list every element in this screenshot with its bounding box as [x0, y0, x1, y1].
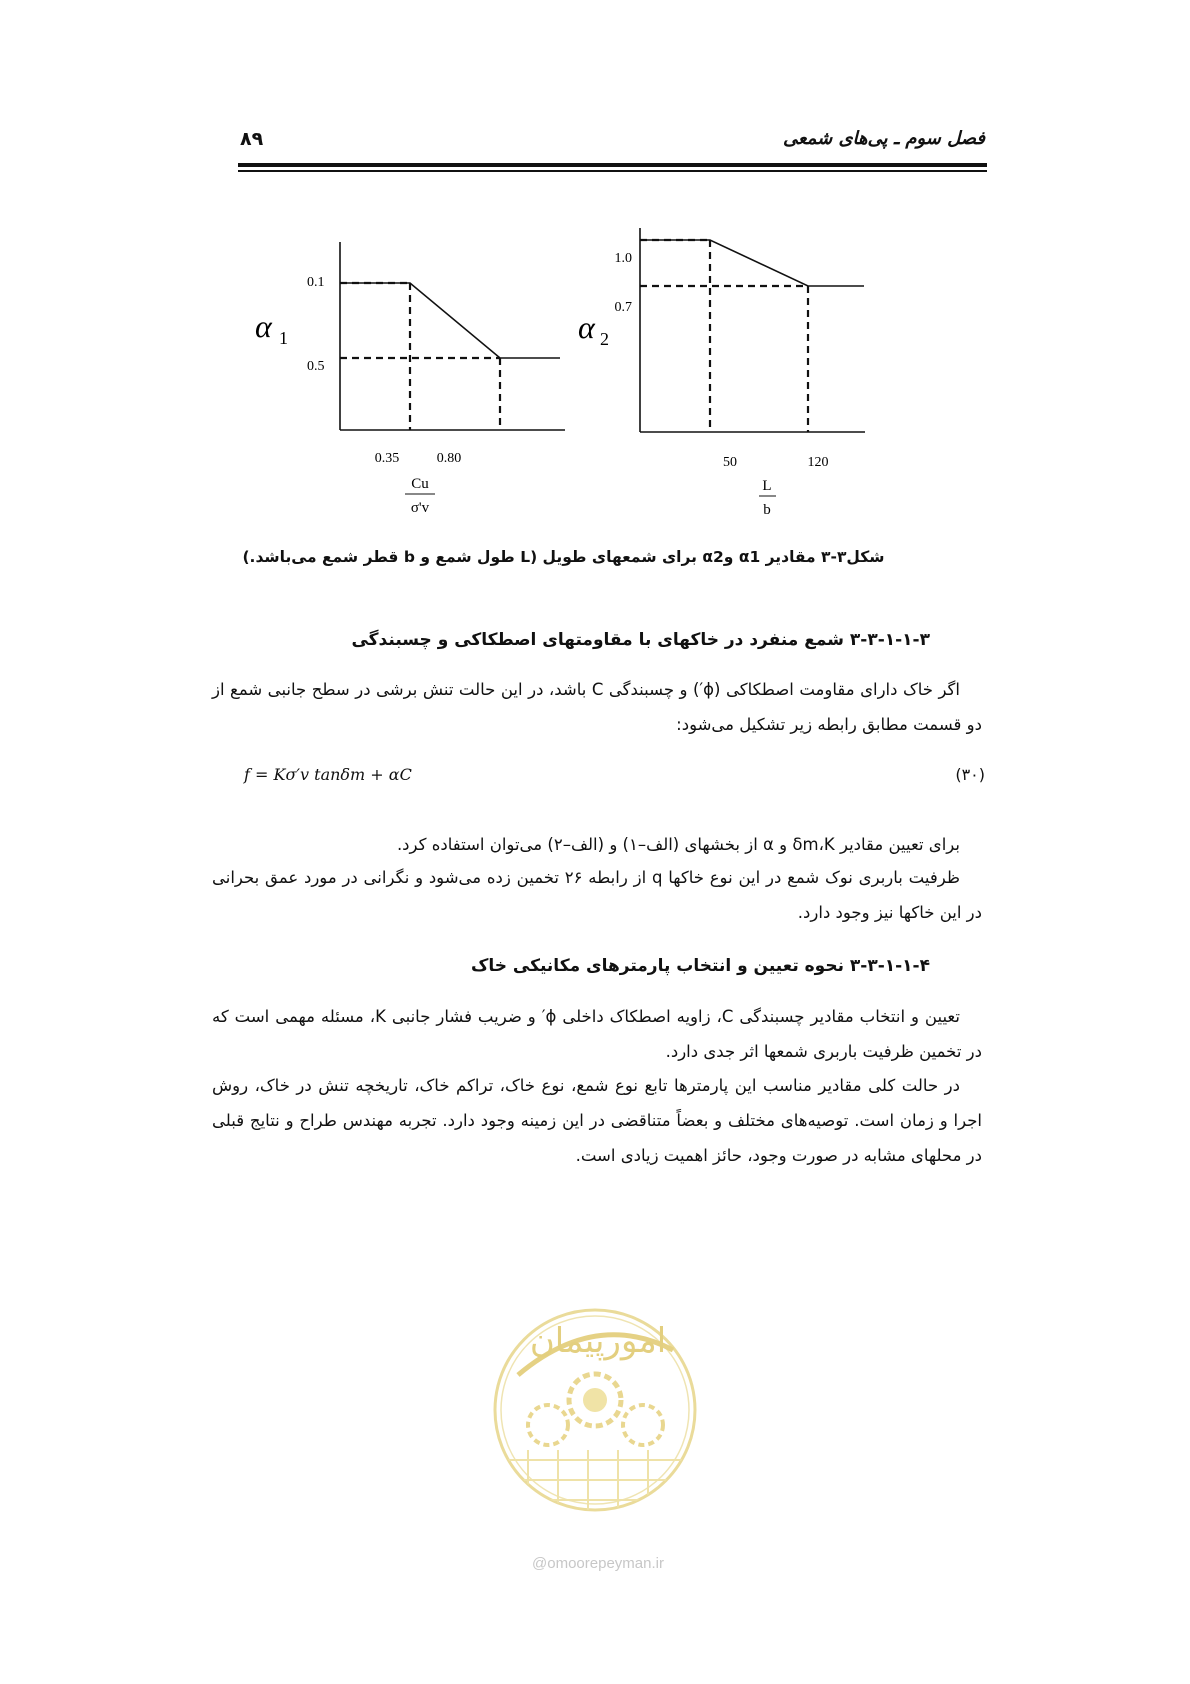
paragraph-parameter-sources: برای تعیین مقادیر δm،K و α از بخشهای (الف–۱) و (الف–۲) می‌توان استفاده کرد. [396, 835, 960, 854]
alpha1-xtick-0.80: 0.80 [436, 451, 462, 466]
alpha1-xlabel-denominator: σ'v [410, 500, 430, 516]
watermark-logo [488, 1290, 703, 1570]
paragraph-tip-capacity: ظرفیت باربری نوک شمع در این نوع خاکها q از رابطه ۲۶ تخمین زده می‌شود و نگرانی در مورد عمق بحرانی در این خاکها نیز وجود دارد. [212, 868, 982, 922]
alpha2-xlabel-numerator: L [762, 478, 772, 494]
alpha1-xtick-0.35: 0.35 [374, 451, 400, 466]
alpha1-subscript: 1 [279, 328, 288, 348]
paragraph-parameter-selection: تعیین و انتخاب مقادیر چسبندگی C، زاویه اصطکاک داخلی ϕ′ و ضریب فشار جانبی K، مسئله مهمی است که در تخمین ظرفیت باربری شمعها اثر جدی دارد. [212, 1007, 982, 1061]
alpha1-ytick-0.5: 0.5 [307, 359, 325, 374]
alpha1-xlabel-numerator: Cu [411, 476, 429, 492]
alpha1-symbol: α [255, 308, 272, 344]
alpha1-chart [255, 222, 585, 536]
alpha2-subscript: 2 [600, 329, 609, 349]
alpha2-ytick-1.0: 1.0 [614, 251, 632, 266]
alpha2-xlabel-denominator: b [763, 502, 771, 518]
figure-caption: شکل۳-۳ مقادیر α1 وα2 برای شمعهای طویل (L طول شمع و b قطر شمع می‌باشد.) [242, 548, 885, 566]
alpha1-chart-svg [255, 222, 585, 532]
alpha2-symbol: α [578, 309, 595, 345]
header-rule-thick [238, 163, 987, 167]
alpha2-chart [578, 218, 1000, 532]
alpha2-xtick-50: 50 [723, 455, 737, 470]
formula-skin-friction: f = Kσ′v tanδm + αC [244, 765, 412, 784]
alpha2-chart-svg [578, 218, 1000, 528]
watermark-url: @omoorepeyman.ir [532, 1555, 664, 1572]
alpha2-ytick-0.7: 0.7 [614, 300, 632, 315]
watermark-logo-lettering: امورپیمان [529, 1321, 667, 1361]
section-heading-3-3-1-1-3: ۳-۳-۱-۱-۳ شمع منفرد در خاکهای با مقاومتهای اصطکاکی و چسبندگی [351, 630, 930, 650]
paragraph-friction-cohesion-intro: اگر خاک دارای مقاومت اصطکاکی (ϕ′) و چسبندگی C باشد، در این حالت تنش برشی در سطح جانبی شمع از دو قسمت مطابق رابطه زیر تشکیل می‌شود: [212, 680, 982, 734]
alpha1-ytick-0.1: 0.1 [307, 275, 325, 290]
chapter-title: فصل سوم ـ پی‌های شمعی [783, 128, 985, 149]
page-number: ۸۹ [240, 128, 264, 150]
alpha2-series-line [640, 240, 864, 286]
alpha1-series-line [340, 283, 560, 358]
alpha2-xtick-120: 120 [807, 455, 829, 470]
header-rule-thin [238, 170, 987, 172]
equation-number: (۳۰) [955, 765, 985, 784]
paragraph-parameter-dependence: در حالت کلی مقادیر مناسب این پارمترها تابع نوع شمع، نوع خاک، تراکم خاک، تاریخچه تنش در خاک، روش اجرا و زمان است. توصیه‌های مختلف و بعضاً متناقضی در این زمینه وجود دارد. تجربه مهندس طراح و نتایج قبلی در محلهای مشابه در صورت وجود، حائز اهمیت زیادی است. [212, 1076, 982, 1165]
watermark-logo-svg [488, 1290, 703, 1550]
section-heading-3-3-1-1-4: ۳-۳-۱-۱-۴ نحوه تعیین و انتخاب پارمترهای مکانیکی خاک [470, 956, 930, 976]
